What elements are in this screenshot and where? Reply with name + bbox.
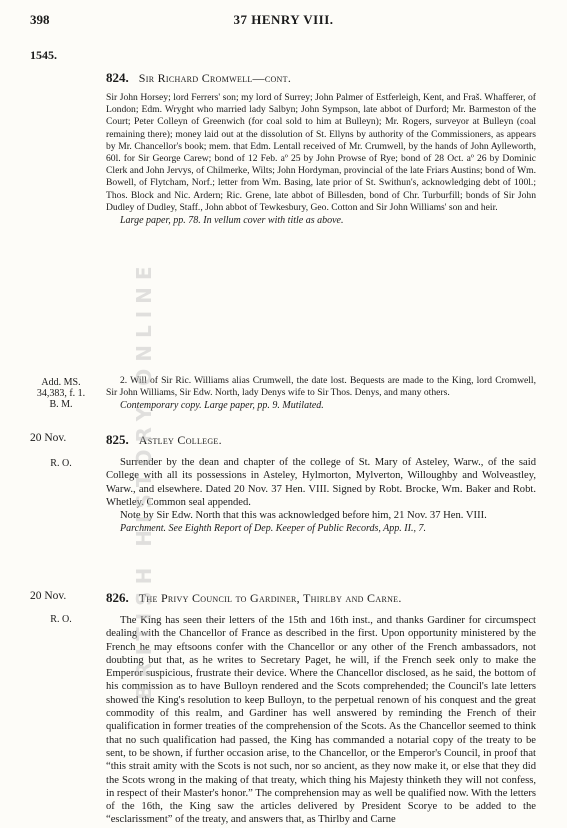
entry-826	[106, 590, 536, 827]
entry-heading: Sir Richard Cromwell—cont.	[138, 71, 292, 85]
entry-body: Surrender by the dean and chapter of the college of St. Mary of Asteley, Warw., of the said College with all its possessions in Asteley, Hylmorton, Mylverton, Willoughby and Wolveastley, Warw., and elsewhere. Dated 20 Nov. 37 Hen. VIII. Signed by Robt. Brocke, Wm. Baker and Robt. Whetley. Common seal appended.	[106, 457, 536, 508]
entry-title	[106, 70, 536, 86]
entry-824-2	[106, 375, 536, 412]
entry-824	[106, 70, 536, 227]
entry-number: 825.	[106, 432, 129, 447]
year-label: 1545.	[30, 48, 57, 62]
running-title: 37 HENRY VIII.	[233, 12, 334, 27]
entry-body: 2. Will of Sir Ric. Williams alias Crumwell, the date lost. Bequests are made to the King, lord Cromwell, Sir John Williams, Sir Edw. North, lady Denys wife to Sir Thos. Denys, and many others.	[106, 375, 536, 399]
entry-date: 20 Nov.	[30, 432, 67, 444]
entry-title	[106, 432, 536, 448]
source-line: B. M.	[49, 399, 73, 410]
watermark: BRITISH HISTORY ONLINE	[132, 259, 156, 700]
entry-title	[106, 590, 536, 606]
source-line: Add. MS.	[41, 377, 81, 388]
entry-body: Sir John Horsey; lord Ferrers' son; my lord of Surrey; John Palmer of Estferleigh, Kent, and Fraš. Whafferer, of London; Edm. Wryght who married lady Salbyn; John Sympson, late abbot of Durford; Mr. Barmeston of the Court; Peter Colleyn of Greenwich (for coal sold to him at Bulleyn); Mr. Rogers, surveyor at Bulleyn (coal remaining there); money laid out at the dissolution of St. Ellyns by authority of the Commissioners, as appears by Mr. Chancellor's book; mem. that Edm. Lentall received of Mr. Crumwell, by the hands of John Aylleworth, 60l. for Sir George Carew; bond of 12 Feb. aº 25 by John Prowse of Rye; bond of 28 Oct. aº 26 by Dominic Clerk and John Jervys, of Chilmerke, Wilts; John Hordyman, provincial of the late Friars Austins; bond of Wm. Bowell, of Flytcham, Norf.; letter from Wm. Basing, late prior of St. Swithun's, acknowledging debt of 100l.; Thos. Block and Nic. Ardern; Ric. Grene, late abbot of Billesden, bond of Chr. Turburfill; bonds of Sir John Dudley of Dudley, Staff., John abbot of Tewkesbury, Geo. Cotton and Sir John Williams' son and heir.	[106, 92, 536, 213]
source-line: R. O.	[50, 614, 72, 625]
entry-note: Parchment. See Eighth Report of Dep. Keeper of Public Records, App. II., 7.	[120, 523, 426, 535]
entry-body: The King has seen their letters of the 15th and 16th inst., and thanks Gardiner for circumspect dealing with the Chancellor of France as described in the first. Upon opportunity ministered by the French he may eftsoons confer with the Chancellor or any other of the French ambassadors, not doubting but that, as he writes to Secretary Paget, he will, if the French seek only to make the Emperor suspicious, frustrate their device. Where the Chancellor disclosed, as he said, the bottom of his commission as to have Bulloyn rendered and the Scots comprehended; the Council's late letters showed the King's resolution to keep Bulloyn, to the perpetual renown of his conquest and the great commodity of this realm, and Gardiner has well answered by reminding the French of their qualification in former treaties of the comprehension of the Scots. As the Chancellor seemed to think that no such qualification had passed, the King has commanded a notarial copy of the treaty to be sent, to be shown, if further occasion arise, to the Chancellor, or the Emperor's Council, in proof that “this strait amity with the Scots is not such, nor so ancient, as they now make it, or else that they did the Scots wrong in the making of that treaty, which thing his Majesty thinketh they will not confess, in respect of their Master's honor.” The comprehension may as well be qualified now. With the letters of the 16th, the King saw the articles delivered by President Scorye to be added to the “esclarissment” of the treaty, and answers that, as Thirlby and Carne	[106, 615, 536, 826]
entry-number: 824.	[106, 70, 129, 85]
source-line: R. O.	[50, 458, 72, 469]
entry-number: 826.	[106, 590, 129, 605]
entry-body-note: Note by Sir Edw. North that this was acknowledged before him, 21 Nov. 37 Hen. VIII.	[120, 510, 487, 522]
page-header	[30, 12, 537, 32]
source-reference	[30, 614, 92, 625]
entry-825	[106, 432, 536, 535]
entry-heading: The Privy Council to Gardiner, Thirlby and Carne.	[138, 591, 402, 605]
source-line: 34,383, f. 1.	[36, 388, 86, 399]
entry-note: Large paper, pp. 78. In vellum cover with title as above.	[120, 215, 344, 227]
entry-heading: Astley College.	[138, 433, 222, 447]
source-reference	[30, 458, 92, 469]
source-reference	[30, 377, 92, 410]
page-number: 398	[30, 12, 50, 27]
entry-date: 20 Nov.	[30, 590, 67, 602]
entry-note: Contemporary copy. Large paper, pp. 9. Mutilated.	[120, 400, 324, 412]
